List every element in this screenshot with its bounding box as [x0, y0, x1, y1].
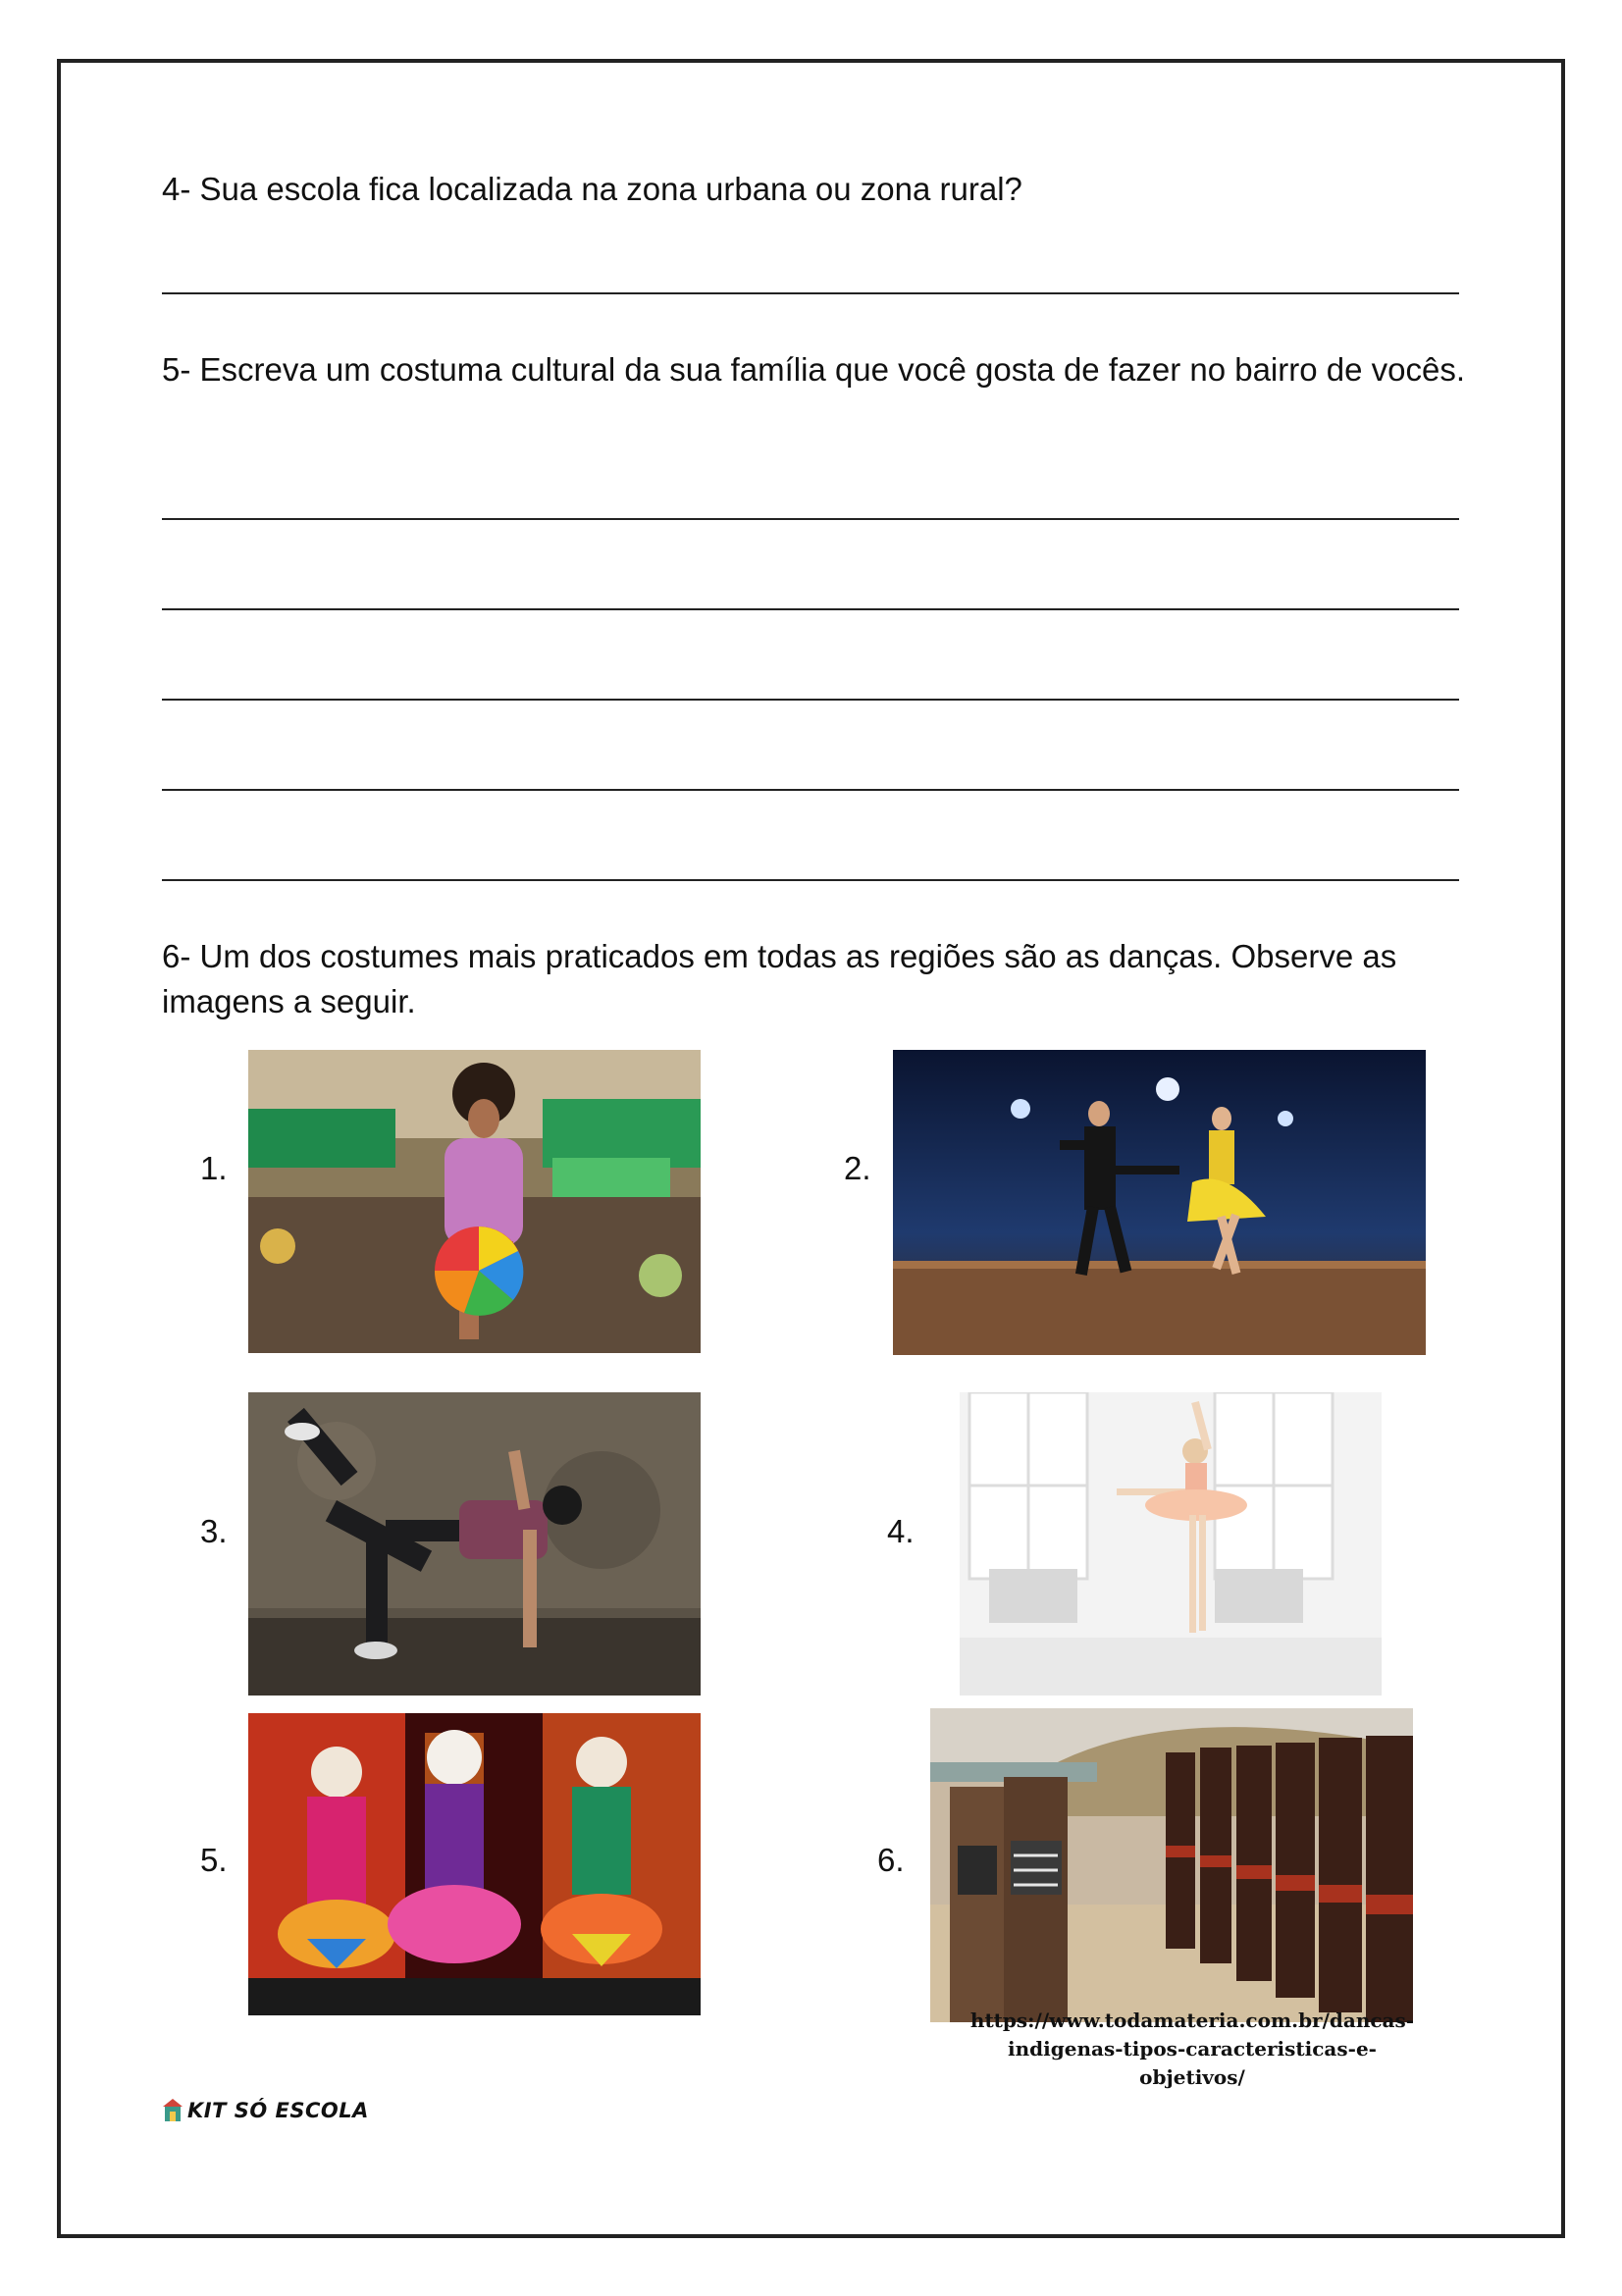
- photo-folk-dancers: [248, 1713, 701, 2015]
- image-number-1: 1.: [200, 1150, 228, 1186]
- photo-indigenous-dance: [930, 1708, 1413, 2022]
- answer-line-q5-4[interactable]: [162, 789, 1459, 791]
- brand-logo: [162, 2098, 369, 2123]
- image-number-2: 2.: [844, 1150, 871, 1186]
- image-number-6: 6.: [877, 1842, 905, 1878]
- question-5: 5- Escreva um costuma cultural da sua família que você gosta de fazer no bairro de vocês.: [162, 351, 1466, 388]
- question-6: 6- Um dos costumes mais praticados em todas as regiões são as danças. Observe as imagens a seguir.: [162, 938, 1397, 1019]
- answer-line-q5-1[interactable]: [162, 518, 1459, 520]
- photo-breakdancer: [248, 1392, 701, 1696]
- question-4: 4- Sua escola fica localizada na zona urbana ou zona rural?: [162, 171, 1022, 207]
- credit-line-1: https://www.todamateria.com.br/dancas-: [969, 2009, 1415, 2032]
- school-house-icon: [162, 2098, 183, 2123]
- image-number-5: 5.: [200, 1842, 228, 1878]
- image-number-3: 3.: [200, 1513, 228, 1549]
- image-number-4: 4.: [887, 1513, 915, 1549]
- brand-label: KIT SÓ ESCOLA: [187, 2099, 369, 2122]
- answer-line-q5-5[interactable]: [162, 879, 1459, 881]
- photo-ballerina: [960, 1392, 1382, 1696]
- answer-line-q4[interactable]: [162, 292, 1459, 294]
- answer-line-q5-2[interactable]: [162, 608, 1459, 610]
- image-source-credit[interactable]: [957, 2007, 1428, 2092]
- photo-frevo-dancer: [248, 1050, 701, 1353]
- credit-line-2: indigenas-tipos-caracteristicas-e-objetivos/: [1008, 2037, 1377, 2089]
- photo-ballroom-couple: [893, 1050, 1426, 1355]
- answer-line-q5-3[interactable]: [162, 699, 1459, 701]
